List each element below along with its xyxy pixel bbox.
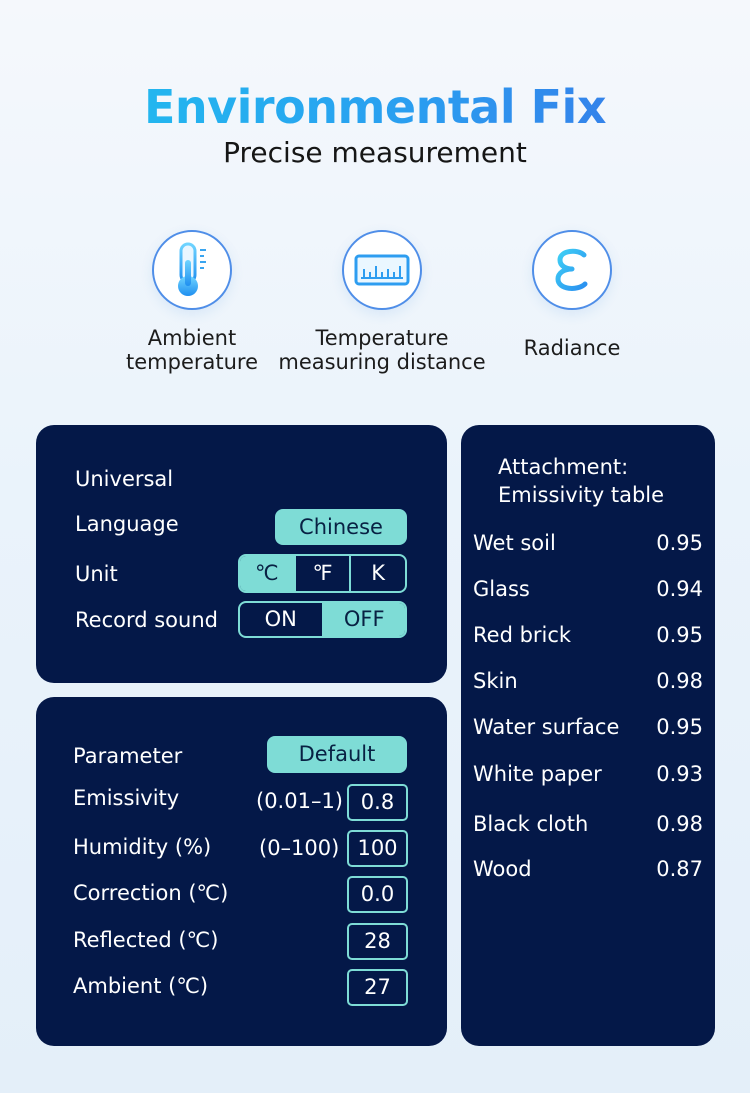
humidity-input[interactable]: 100: [347, 830, 408, 867]
material-value: 0.95: [656, 715, 703, 739]
feature-ambient-temperature: [82, 230, 302, 374]
material-value: 0.94: [656, 577, 703, 601]
epsilon-icon: [532, 230, 612, 310]
material-name: Glass: [473, 577, 530, 601]
universal-heading: Universal: [75, 467, 174, 491]
unit-label: Unit: [75, 562, 118, 586]
material-value: 0.95: [656, 531, 703, 555]
table-row: [473, 669, 703, 699]
page-title: Environmental Fix: [0, 78, 750, 136]
emissivity-table-card: [461, 425, 715, 1046]
humidity-label: Humidity (%): [73, 835, 212, 859]
material-name: White paper: [473, 762, 602, 786]
material-name: Red brick: [473, 623, 572, 647]
correction-label: Correction (℃): [73, 881, 229, 905]
ruler-icon: [342, 230, 422, 310]
table-row: [473, 623, 703, 653]
table-row: [473, 577, 703, 607]
material-value: 0.87: [656, 857, 703, 881]
material-value: 0.98: [656, 669, 703, 693]
material-name: Skin: [473, 669, 518, 693]
correction-input[interactable]: 0.0: [347, 876, 408, 913]
feature-label-line2: temperature: [126, 350, 258, 374]
record-sound-toggle: [238, 601, 407, 638]
emissivity-table-heading-line2: Emissivity table: [498, 483, 665, 507]
feature-radiance: [462, 230, 682, 360]
emissivity-range: (0.01–1): [256, 789, 344, 813]
material-name: Water surface: [473, 715, 620, 739]
feature-measuring-distance: [272, 230, 492, 374]
reflected-label: Reflected (℃): [73, 928, 219, 952]
default-button[interactable]: Default: [267, 736, 407, 773]
feature-label-line2: measuring distance: [278, 350, 486, 374]
parameter-card: [36, 697, 447, 1046]
language-label: Language: [75, 512, 179, 536]
unit-selector: [238, 554, 407, 593]
feature-label-line1: Temperature: [315, 326, 449, 350]
page-subtitle: Precise measurement: [223, 136, 527, 169]
record-sound-off[interactable]: OFF: [322, 603, 406, 636]
unit-option-kelvin[interactable]: K: [349, 556, 405, 591]
thermometer-icon: [152, 230, 232, 310]
humidity-range: (0–100): [259, 836, 340, 860]
parameter-heading: Parameter: [73, 744, 183, 768]
material-value: 0.93: [656, 762, 703, 786]
table-row: [473, 715, 703, 745]
reflected-input[interactable]: 28: [347, 923, 408, 960]
emissivity-label: Emissivity: [73, 786, 180, 810]
material-value: 0.95: [656, 623, 703, 647]
record-sound-on[interactable]: ON: [264, 607, 297, 631]
unit-option-celsius[interactable]: ℃: [240, 556, 294, 591]
table-row: [473, 531, 703, 561]
material-name: Black cloth: [473, 812, 589, 836]
language-select[interactable]: Chinese: [275, 509, 407, 545]
table-row: [473, 762, 703, 792]
ambient-input[interactable]: 27: [347, 969, 408, 1006]
material-name: Wood: [473, 857, 532, 881]
material-value: 0.98: [656, 812, 703, 836]
feature-label-line1: Radiance: [523, 336, 621, 360]
feature-label-line1: Ambient: [147, 326, 237, 350]
record-sound-label: Record sound: [75, 608, 218, 632]
unit-option-fahrenheit[interactable]: ℉: [294, 556, 350, 591]
emissivity-input[interactable]: 0.8: [347, 784, 408, 821]
universal-settings-card: [36, 425, 447, 683]
material-name: Wet soil: [473, 531, 556, 555]
emissivity-table-heading-line1: Attachment:: [498, 455, 629, 479]
ambient-label: Ambient (℃): [73, 974, 209, 998]
table-row: [473, 812, 703, 842]
table-row: [473, 857, 703, 887]
